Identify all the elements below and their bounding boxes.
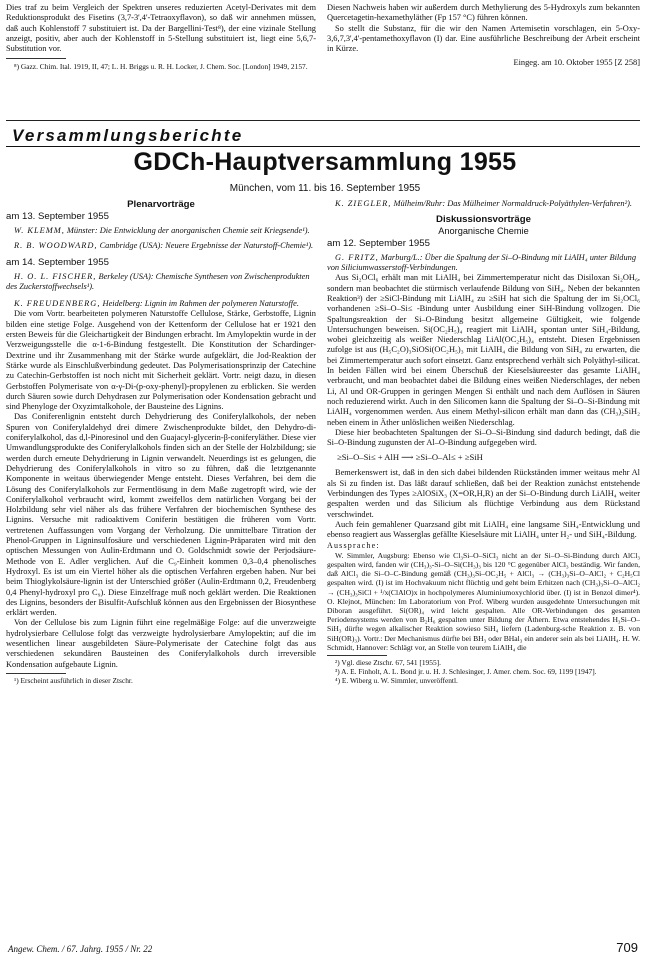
section-title: Versammlungsberichte: [12, 126, 244, 145]
footnote-4: ⁴) E. Wiberg u. W. Simmler, unveröffentl.: [335, 676, 458, 686]
fritz-paragraph-3: Bemerkenswert ist, daß in den sich dabei bildenden Rückständen immer weitaus mehr Al als Si zu finden ist. Das läßt darauf schließen, daß bei der Reaktion zunächst entstehende Verbindungen des Types ≥AlOSiX₃ (X=OR,H,R) an der Si–O-Bindung durch LiAlH₄ weiter gespalten werden und das Silicium als flüchtige Verbindung aus dem Rückstand verschwindet.: [327, 468, 640, 519]
page-number: 709: [616, 940, 638, 955]
aussprache-label: Aussprache:: [327, 540, 380, 550]
date-14-sept: am 14. September 1955: [6, 256, 109, 268]
footnote-3: ³) A. E. Finholt, A. L. Bond jr. u. H. J. Schlesinger, J. Amer. chem. Soc. 69, 1199 [1947].: [335, 667, 597, 677]
freudenberg-title: Heidelberg: Lignin im Rahmen der polymeren Naturstoffe.: [100, 299, 299, 309]
discussion-text: W. Simmler, Augsburg: Ebenso wie Cl₃Si–O–SiCl₃ nicht an der Si–O–Si-Bindung durch AlCl₃ gespalten wird, fanden wir (CH₃)₃-Si–O–Si(CH₃)₃ bis 120 °C gegenüber AlCl₃ beständig. Wir fanden, daß AlCl₃ die Si–O–C-Bindung gemäß (CH₃)₃Si–OC₂H₅ + AlCl₃ → (CH₃)₃Si–O–AlCl₂ + C₂H₅Cl gespalten wird. (I) ist im Hochvakuum nicht flüchtig und geht beim Erhitzen nach (CH₃)₃Si–O–AlCl₂ → (CH₃)₃SiCl + ¹/x(ClAlO)x in hochpolymeres Aluminiumoxychlorid über. (I) ist in Benzol dimer⁴). O. Klejnot, München: Im Laboratorium von Prof. Wiberg wurden ausgedehnte Untersuchungen mit Diboran ausgeführt. Si(OR)₄ wird leicht gespalten. Alle OR-Verbindungen des gesamten Periodensystems werden von B₂H₆ gespalten unter Bildung der Äthern. Etwa entstehendes H₃Si–O–SiH₃ dürfte wegen alkalischer Reaktion sowieso SiH₄ liefern (Ladenburg-sche Reaktion z. B. von SiH(OR)₃). Vortr.: Der Mechanismus dürfte bei BH₃ oder BHal₃ ein anderer sein als bei LiAlH₄. H. W. Schmidt, Hannover: Schlägt vor, an Stelle von teurem LiAlH₄ die: [327, 550, 640, 652]
fritz-paragraph-2: Diese hier beobachteten Spaltungen der Si–O–Si-Bindung sind dadurch bedingt, daß die Si–O-Bindung zugunsten der Al–O-Bindung aufgegeben wird.: [327, 427, 640, 448]
entry-fischer: [6, 272, 316, 293]
main-title: GDCh-Hauptversammlung 1955: [133, 148, 517, 176]
section-rule-bottom: [6, 146, 640, 147]
fritz-paragraph-1: Aus Si₂OCl₆ erhält man mit LiAlH₄ bei Zimmertemperatur nicht das Disiloxan Si₂OH₆, sondern man beobachtet die stürmisch verlaufende Bildung von SiH₄. Neben der bekannten Reaktion³) der ≥SiCl-Bindung mit LiAlH₄ zu ≥SiH hat sich die Spaltung der im Si₂OCl₆ vorhandenen ≥Si–O–Si≤ -Bindung unter Ausbildung einer SiH-Bindung vollzogen. Die Spaltungsreaktion der Si–O-Bindung besitzt allgemeine Gültigkeit, wie folgende Untersuchungen beweisen. Si(OC₂H₅)₄ reagiert mit LiAlH₄ spontan unter SiH₄-Bildung, wobei gleichzeitig als weißer Niederschlag LiAl(OC₂H₅)₄ entsteht. Diesen Ergebnissen zufolge ist aus (H₅C₂O)₃SiOSi(OC₂H₅)₃ mit LiAlH₄ die Bildung von SiH₄ zu erwarten, die bei Zimmertemperatur auch sofort einsetzt. Ganz entsprechend verhält sich Polyäthyl-silicat. In beiden Fällen wird bei einem Überschuß der Kieselsäureester das gesamte LiAlH₄ verbraucht, und man beobachtet dabei die Bildung eines weißen Niederschlages, der neben Li, Al und OR-Gruppen in geringen Mengen Si enthält und nach dem Auflösen in Säuren noch reduzierend wirkt. Auch in den Silicomen kann die Spaltung der Si–O–Si-Bindung mit LiAlH₄ vorgenommen werden. Aus einem Methyl-silicon erhält man dann das (CH₃)₂SiH₂ neben einem in Äther unlöslichen weißen Niederschlag.: [327, 273, 640, 427]
entry-woodward: [6, 241, 316, 251]
fritz-title: Marburg/L.: Über die Spaltung der Si–O-Bindung mit LiAlH₄ unter Bildung von Siliciumwasserstoff-Verbindungen.: [327, 252, 637, 273]
top-right-continuation: [327, 3, 640, 69]
date-13-sept: am 13. September 1955: [6, 211, 109, 222]
anorganische-heading: Anorganische Chemie: [438, 226, 529, 237]
klemm-name: W. KLEMM,: [14, 226, 65, 235]
woodward-name: R. B. WOODWARD,: [14, 241, 98, 251]
entry-ziegler: [327, 199, 640, 209]
subtitle: München, vom 11. bis 16. September 1955: [229, 183, 421, 194]
top-left-paragraph: Dies traf zu beim Vergleich der Spektren unseres reduzierten Acetyl-Derivates mit dem Reduktionsprodukt des Fisetins (3,7-3',4'-Tetraoxyflavon), so daß wir annehmen müssen, daß auch Kohlenstoff 7 substituiert ist. Da der Bargellini-Test⁸), der eine vizinale Stellung anzeigt, positiv, aber auch der Kohlenstoff in 5-Stellung substituiert ist, liegt eine 5,6,7-Substitution vor.: [6, 3, 316, 54]
freudenberg-paragraph-1: Die vom Vortr. bearbeiteten polymeren Naturstoffe Cellulose, Stärke, Gerbstoffe, Lignin bilden eine stetige Folge. Ausgehend von der Kettenform der Cellulose hat er 1921 den ersten Beweis für die Gleichartigkeit der Bindungen erbracht. Im Amylopektin wurde in der Verzweigungsstelle die α-1-6-Bindung festgestellt. Die Konstitution der Schardinger-Dextrine und ihr Zusammenhang mit der Stärke wurde aufgeklärt, die Jod-Reaktion der Stärke wurde als Einschlußverbindung gedeutet. Das Polymerisationsprinzip der Catechine zu Catechin-Gerbstoffen ist noch nicht mit Sicherheit geklärt. Vortr. neigt dazu, in diesen Gerbstoffen Polymerisate von α-γ-Di-(p-oxy-phenyl)-propylenen zu erblicken. Sie werden durch Säuren sowie durch Dehydrasen zur Polymerisation oder Kondensation gebracht und sind Phenyloge der Oxyzimtalkohole, der Bausteine des Lignins.: [6, 309, 316, 412]
ziegler-name: K. ZIEGLER,: [335, 199, 392, 208]
footnote-8: ⁸) Gazz. Chim. Ital. 1919, II, 47; L. H. Briggs u. R. H. Locker, J. Chem. Soc. [London] 1949, 2157.: [14, 62, 308, 72]
klemm-title: Münster: Die Entwicklung der anorganischen Chemie seit Kriegsende¹).: [64, 226, 310, 235]
footnote-rule-left: [6, 673, 66, 674]
fritz-paragraph-4: Auch fein gemahlener Quarzsand gibt mit LiAlH₄ eine langsame SiH₄-Entwicklung und ebenso reagiert aus Wasserglas gefällte Kieselsäure mit LiAlH₄ unter H₂- und SiH₄-Bildung.: [327, 519, 640, 540]
footnote-rule-right: [327, 655, 387, 656]
right-column: [327, 199, 640, 934]
entry-klemm: [6, 226, 316, 236]
top-left-continuation: [6, 3, 316, 71]
woodward-title: Cambridge (USA): Neuere Ergebnisse der Naturstoff-Chemie¹).: [97, 241, 314, 251]
fischer-name: H. O. L. FISCHER,: [14, 271, 97, 281]
entry-fritz: [327, 253, 640, 274]
journal-footer: Angew. Chem. / 67. Jahrg. 1955 / Nr. 22: [8, 944, 153, 954]
footnote-2: ²) Vgl. diese Ztschr. 67, 541 [1955].: [335, 658, 441, 668]
fischer-title: Berkeley (USA): Chemische Synthesen von Zwischenprodukten des Zuckerstoffwechsels¹).: [6, 271, 310, 291]
top-right-paragraph-1: Diesen Nachweis haben wir außerdem durch Methylierung des 5-Hydroxyls zum bekannten Quercetagetin-hexamethyläther (Fp 157 °C) führen können.: [327, 3, 640, 23]
reaction-formula: ≥Si–O–Si≤ + AlH ⟶ ≥Si–O–Al≤ + ≥SiH: [337, 452, 483, 463]
received-date: Eingeg. am 10. Oktober 1955 [Z 258]: [513, 58, 640, 68]
plenar-heading: Plenarvorträge: [127, 199, 195, 210]
diskussion-heading: Diskussionsvorträge: [436, 214, 531, 226]
section-rule: [6, 120, 640, 121]
freudenberg-paragraph-2: Das Coniferenlignin entsteht durch Dehydrierung des Coniferylalkohols, der neben Spuren von Coniferylaldehyd drei dimere Zwischenprodukte bildet, den Dehydro-di-coniferylalkohol, das d,l-Pinoresinol und den Guajacyl-glycerin-β-coniferyläther. Diese vier Umwandlungsprodukte des Coniferylalkohols finden sich an der Stelle der Holzbildung; sie werden durch erneute Dehydrierung in Lignin verwandelt. Neuerdings ist es gelungen, die Dehydrierung des Coniferylalkohols in vitro so zu führen, daß die letztgenannte Komponente in weitaus überwiegender Menge entsteht. Dieses Verfahren, bei dem die Lösung des Coniferylalkohols zur Fermentlösung in dem Maße zugetropft wird, wie der Coniferylalkohol verbraucht wird, kommt zweifellos dem natürlichen Vorgang bei der Holzbildung sehr viel näher als das frühere Verfahren der biochemischen Synthese des Lignins. Versuche mit radioaktivem Coniferin bestätigen die früheren vom Vortr. vertretenen Auffassungen vom Vorgang der Verholzung. Die unmittelbare Titration der Phenol-Gruppen in Ligninsulfosäure und verschiedenen Lignin-Präparaten wird mit den optischen Messungen von Aulin-Erdtmann und O. Goldschmidt sowie der Perjodsäure-Methode von E. Adler verglichen. Auf die C₉-Einheit kommen 0,3–0,4 phenolisches Hydroxyl. Es ist um ein Viertel höher als die optischen Verfahren ergeben haben. Nur bei beim Thioglykolsäure-lignin ist der Unterschied größer (Aulin-Erdtmann 0,2, Freudenberg 0,4 Phenyl-hydroxyl pro C₉). Diese Einzelfrage muß noch geklärt werden. Die Reaktionen des Lignins, besonders der Bisulfit-Aufschluß können aus den Ergebnissen der Biosynthese erklärt werden.: [6, 412, 316, 618]
footnote-1: ¹) Erscheint ausführlich in dieser Ztschr.: [14, 675, 133, 685]
entry-freudenberg: [6, 299, 316, 309]
left-column: [6, 199, 316, 934]
date-12-sept: am 12. September 1955: [327, 237, 430, 249]
ziegler-title: Mülheim/Ruhr: Das Mülheimer Normaldruck-Polyäthylen-Verfahren²).: [391, 199, 632, 208]
fritz-name: G. FRITZ,: [335, 252, 379, 262]
top-right-paragraph-2: So stellt die Substanz, für die wir den Namen Artemisetin vorschlagen, ein 5-Oxy-3,6,7,3',4'-pentamethoxyflavon (I) dar. Eine ausführliche Beschreibung der Arbeit erscheint in Kürze.: [327, 23, 640, 54]
freudenberg-name: K. FREUDENBERG,: [14, 299, 101, 309]
freudenberg-paragraph-3: Von der Cellulose bis zum Lignin führt eine regelmäßige Folge: auf die unverzweigte hydrolysierbare Cellulose folgt das verzweigte hydrolysierbare Amylopektin; auf die im wesentlichen linear ausgebildeten Säure-Polymerisate der Catechine folgt das aus verschiedenen sekundären Bausteinen des Coniferylalkohols durch irreversible Kondensation aufgebaute Lignin.: [6, 618, 316, 669]
